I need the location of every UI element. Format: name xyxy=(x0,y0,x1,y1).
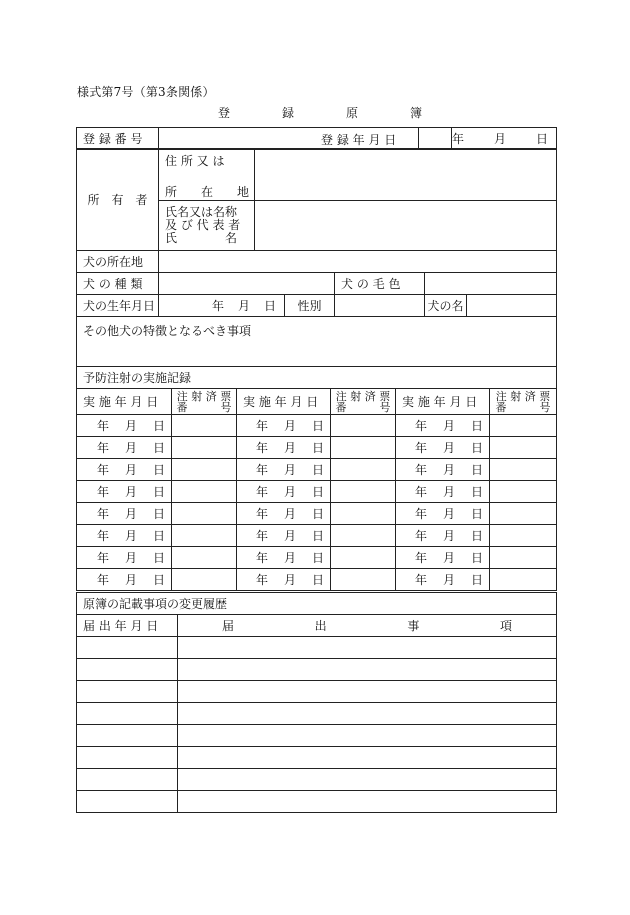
vacc-tag-header xyxy=(331,389,396,415)
vacc-date-field[interactable] xyxy=(77,459,172,481)
history-row xyxy=(77,703,557,725)
title-char: 簿 xyxy=(409,106,422,120)
year-label: 年 xyxy=(96,441,109,455)
vacc-tag-field[interactable] xyxy=(172,547,237,569)
day-label: 日 xyxy=(311,573,324,587)
month-label: 月 xyxy=(442,529,455,543)
year-label: 年 xyxy=(96,463,109,477)
vacc-tag-field[interactable] xyxy=(172,503,237,525)
vacc-tag-field[interactable] xyxy=(331,481,396,503)
history-date-field[interactable] xyxy=(77,681,178,703)
year-label: 年 xyxy=(414,573,427,587)
vacc-date-field[interactable] xyxy=(237,437,331,459)
year-label: 年 xyxy=(255,529,268,543)
year-label: 年 xyxy=(96,573,109,587)
vacc-date-field[interactable] xyxy=(237,415,331,437)
year-label: 年 xyxy=(414,441,427,455)
month-label: 月 xyxy=(237,299,250,313)
vacc-date-field[interactable] xyxy=(396,547,490,569)
history-date-field[interactable] xyxy=(77,703,178,725)
day-label: 日 xyxy=(470,507,483,521)
vacc-date-field[interactable] xyxy=(237,503,331,525)
year-label: 年 xyxy=(255,551,268,565)
vacc-tag-field[interactable] xyxy=(331,437,396,459)
reg-date-label-cell xyxy=(419,128,452,150)
vacc-tag-field[interactable] xyxy=(172,415,237,437)
history-date-header: 届 出 年 月 日 xyxy=(77,615,178,637)
dog-coat-field[interactable] xyxy=(425,273,557,295)
dog-birth-field[interactable] xyxy=(159,295,285,317)
day-label: 日 xyxy=(311,551,324,565)
document-title xyxy=(160,104,480,121)
history-date-field[interactable] xyxy=(77,659,178,681)
vaccination-table xyxy=(76,388,557,591)
year-label: 年 xyxy=(414,529,427,543)
vacc-date-header: 実 施 年 月 日 xyxy=(237,389,331,415)
month-label: 月 xyxy=(283,441,296,455)
history-matter-field[interactable] xyxy=(178,725,557,747)
year-label: 年 xyxy=(414,551,427,565)
address-label-line1: 住 所 又 は xyxy=(165,153,225,168)
reg-date-field[interactable] xyxy=(452,128,557,150)
vacc-tag-field[interactable] xyxy=(331,569,396,591)
vacc-tag-header-line1: 注 射 済 票 xyxy=(176,389,232,403)
vaccination-row xyxy=(77,459,557,481)
month-label: 月 xyxy=(283,507,296,521)
month-label: 月 xyxy=(124,507,137,521)
month-label: 月 xyxy=(283,529,296,543)
day-label: 日 xyxy=(311,507,324,521)
owner-table xyxy=(76,148,557,251)
vacc-tag-header-line1: 注 射 済 票 xyxy=(335,389,391,403)
vacc-tag-field[interactable] xyxy=(490,437,557,459)
day-label: 日 xyxy=(470,573,483,587)
history-matter-char: 事 xyxy=(407,619,420,633)
vacc-date-field[interactable] xyxy=(77,503,172,525)
name-field[interactable] xyxy=(255,201,557,251)
dog-breed-field[interactable] xyxy=(159,273,335,295)
year-label: 年 xyxy=(255,507,268,521)
vacc-tag-header-line1: 注 射 済 票 xyxy=(495,389,551,403)
day-label: 日 xyxy=(311,441,324,455)
vacc-tag-field[interactable] xyxy=(490,503,557,525)
vaccination-row xyxy=(77,437,557,459)
vacc-tag-field[interactable] xyxy=(490,525,557,547)
vaccination-row xyxy=(77,547,557,569)
vacc-tag-header xyxy=(490,389,557,415)
vacc-tag-field[interactable] xyxy=(172,569,237,591)
vacc-date-field[interactable] xyxy=(77,547,172,569)
vaccination-row xyxy=(77,525,557,547)
month-label: 月 xyxy=(283,463,296,477)
features-label: その他犬の特徴となるべき事項 xyxy=(83,324,252,338)
year-label: 年 xyxy=(255,419,268,433)
vaccination-row xyxy=(77,415,557,437)
vacc-tag-field[interactable] xyxy=(331,547,396,569)
history-matter-field[interactable] xyxy=(178,703,557,725)
year-label: 年 xyxy=(96,419,109,433)
vacc-date-header: 実 施 年 月 日 xyxy=(77,389,172,415)
month-label: 月 xyxy=(442,441,455,455)
day-label: 日 xyxy=(152,419,165,433)
history-date-field[interactable] xyxy=(77,637,178,659)
month-label: 月 xyxy=(283,573,296,587)
history-matter-char: 項 xyxy=(499,619,512,633)
change-history-table xyxy=(76,592,557,813)
history-row xyxy=(77,769,557,791)
vacc-date-field[interactable] xyxy=(396,437,490,459)
month-label: 月 xyxy=(442,507,455,521)
sex-field[interactable] xyxy=(335,295,425,317)
vacc-tag-field[interactable] xyxy=(490,569,557,591)
address-label xyxy=(159,149,255,201)
day-label: 日 xyxy=(536,132,549,146)
day-label: 日 xyxy=(470,529,483,543)
vacc-date-field[interactable] xyxy=(396,459,490,481)
month-label: 月 xyxy=(124,573,137,587)
day-label: 日 xyxy=(263,299,276,313)
name-label xyxy=(159,201,255,251)
day-label: 日 xyxy=(470,485,483,499)
vacc-tag-field[interactable] xyxy=(490,481,557,503)
year-label: 年 xyxy=(414,463,427,477)
month-label: 月 xyxy=(124,551,137,565)
address-label-line2: 所 在 地 xyxy=(165,184,250,199)
history-section-label: 原簿の記載事項の変更履歴 xyxy=(77,593,557,615)
history-row xyxy=(77,725,557,747)
vacc-tag-field[interactable] xyxy=(331,525,396,547)
vacc-date-field[interactable] xyxy=(77,569,172,591)
day-label: 日 xyxy=(152,441,165,455)
vacc-tag-field[interactable] xyxy=(172,437,237,459)
vacc-date-field[interactable] xyxy=(396,415,490,437)
day-label: 日 xyxy=(470,419,483,433)
vacc-date-field[interactable] xyxy=(77,437,172,459)
dog-info-table xyxy=(76,250,557,389)
day-label: 日 xyxy=(470,463,483,477)
history-row xyxy=(77,791,557,813)
month-label: 月 xyxy=(442,419,455,433)
month-label: 月 xyxy=(124,485,137,499)
year-label: 年 xyxy=(451,132,464,146)
day-label: 日 xyxy=(470,551,483,565)
vacc-date-header: 実 施 年 月 日 xyxy=(396,389,490,415)
month-label: 月 xyxy=(442,573,455,587)
month-label: 月 xyxy=(442,485,455,499)
vacc-date-field[interactable] xyxy=(237,569,331,591)
vacc-tag-field[interactable] xyxy=(331,503,396,525)
month-label: 月 xyxy=(493,132,506,146)
history-row xyxy=(77,681,557,703)
dog-location-field[interactable] xyxy=(159,251,557,273)
history-matter-header xyxy=(178,615,557,637)
vaccination-row xyxy=(77,481,557,503)
month-label: 月 xyxy=(442,463,455,477)
history-matter-field[interactable] xyxy=(178,791,557,813)
name-label-line1: 氏名又は名称 xyxy=(165,205,238,219)
month-label: 月 xyxy=(124,463,137,477)
vacc-tag-header-line2: 番 号 xyxy=(176,400,232,414)
address-field[interactable] xyxy=(255,149,557,201)
year-label: 年 xyxy=(414,507,427,521)
history-date-field[interactable] xyxy=(77,769,178,791)
vacc-tag-header-line2: 番 号 xyxy=(495,400,551,414)
month-label: 月 xyxy=(442,551,455,565)
vacc-tag-field[interactable] xyxy=(490,459,557,481)
year-label: 年 xyxy=(96,529,109,543)
day-label: 日 xyxy=(311,419,324,433)
vaccination-row xyxy=(77,569,557,591)
vacc-tag-field[interactable] xyxy=(172,459,237,481)
features-field[interactable] xyxy=(77,317,557,367)
owner-label: 所 有 者 xyxy=(77,149,159,251)
year-label: 年 xyxy=(255,485,268,499)
vaccination-section-label: 予防注射の実施記録 xyxy=(77,367,557,389)
year-label: 年 xyxy=(96,551,109,565)
vacc-date-field[interactable] xyxy=(396,503,490,525)
month-label: 月 xyxy=(283,419,296,433)
vacc-tag-field[interactable] xyxy=(490,415,557,437)
vacc-date-field[interactable] xyxy=(396,481,490,503)
year-label: 年 xyxy=(255,463,268,477)
vacc-tag-header-line2: 番 号 xyxy=(335,400,391,414)
name-label-line2: 及 び 代 表 者 xyxy=(165,218,241,232)
month-label: 月 xyxy=(283,551,296,565)
day-label: 日 xyxy=(152,573,165,587)
vacc-tag-field[interactable] xyxy=(490,547,557,569)
vacc-date-field[interactable] xyxy=(237,481,331,503)
history-row xyxy=(77,659,557,681)
dog-birth-label: 犬の生年月日 xyxy=(77,295,159,317)
year-label: 年 xyxy=(414,485,427,499)
day-label: 日 xyxy=(311,463,324,477)
month-label: 月 xyxy=(283,485,296,499)
history-matter-field[interactable] xyxy=(178,637,557,659)
vacc-tag-field[interactable] xyxy=(172,481,237,503)
history-date-field[interactable] xyxy=(77,747,178,769)
dog-name-field[interactable] xyxy=(467,295,557,317)
day-label: 日 xyxy=(152,463,165,477)
dog-location-label: 犬の所在地 xyxy=(77,251,159,273)
title-char: 録 xyxy=(281,106,294,120)
dog-coat-label: 犬 の 毛 色 xyxy=(335,273,425,295)
registration-table xyxy=(76,127,557,150)
name-label-line3: 氏 名 xyxy=(165,231,238,245)
day-label: 日 xyxy=(152,507,165,521)
vaccination-row xyxy=(77,503,557,525)
title-char: 登 xyxy=(218,106,231,120)
month-label: 月 xyxy=(124,529,137,543)
history-matter-field[interactable] xyxy=(178,747,557,769)
day-label: 日 xyxy=(152,551,165,565)
dog-breed-label: 犬 の 種 類 xyxy=(77,273,159,295)
month-label: 月 xyxy=(124,441,137,455)
year-label: 年 xyxy=(255,441,268,455)
day-label: 日 xyxy=(152,485,165,499)
vacc-date-field[interactable] xyxy=(396,525,490,547)
history-row xyxy=(77,637,557,659)
vacc-date-field[interactable] xyxy=(237,525,331,547)
history-matter-field[interactable] xyxy=(178,659,557,681)
history-matter-char: 出 xyxy=(314,619,327,633)
history-date-field[interactable] xyxy=(77,725,178,747)
history-header-row xyxy=(77,615,557,637)
vacc-tag-field[interactable] xyxy=(331,459,396,481)
day-label: 日 xyxy=(311,529,324,543)
vaccination-header-row xyxy=(77,389,557,415)
vacc-tag-header xyxy=(172,389,237,415)
vacc-tag-field[interactable] xyxy=(331,415,396,437)
year-label: 年 xyxy=(96,507,109,521)
vacc-date-field[interactable] xyxy=(77,415,172,437)
vacc-date-field[interactable] xyxy=(237,459,331,481)
year-label: 年 xyxy=(255,573,268,587)
vacc-date-field[interactable] xyxy=(396,569,490,591)
vacc-date-field[interactable] xyxy=(77,481,172,503)
sex-label: 性別 xyxy=(285,295,335,317)
day-label: 日 xyxy=(152,529,165,543)
vacc-date-field[interactable] xyxy=(77,525,172,547)
history-matter-field[interactable] xyxy=(178,681,557,703)
year-label: 年 xyxy=(96,485,109,499)
history-row xyxy=(77,747,557,769)
day-label: 日 xyxy=(470,441,483,455)
reg-number-label: 登 録 番 号 xyxy=(77,128,159,150)
history-matter-field[interactable] xyxy=(178,769,557,791)
dog-name-label: 犬の名 xyxy=(425,295,467,317)
month-label: 月 xyxy=(124,419,137,433)
history-matter-char: 届 xyxy=(222,619,235,633)
year-label: 年 xyxy=(211,299,224,313)
vacc-date-field[interactable] xyxy=(237,547,331,569)
vacc-tag-field[interactable] xyxy=(172,525,237,547)
day-label: 日 xyxy=(311,485,324,499)
form-number-label: 様式第7号（第3条関係） xyxy=(77,85,215,99)
reg-date-label: 登 録 年 月 日 xyxy=(321,133,397,147)
title-char: 原 xyxy=(345,106,358,120)
history-date-field[interactable] xyxy=(77,791,178,813)
year-label: 年 xyxy=(414,419,427,433)
